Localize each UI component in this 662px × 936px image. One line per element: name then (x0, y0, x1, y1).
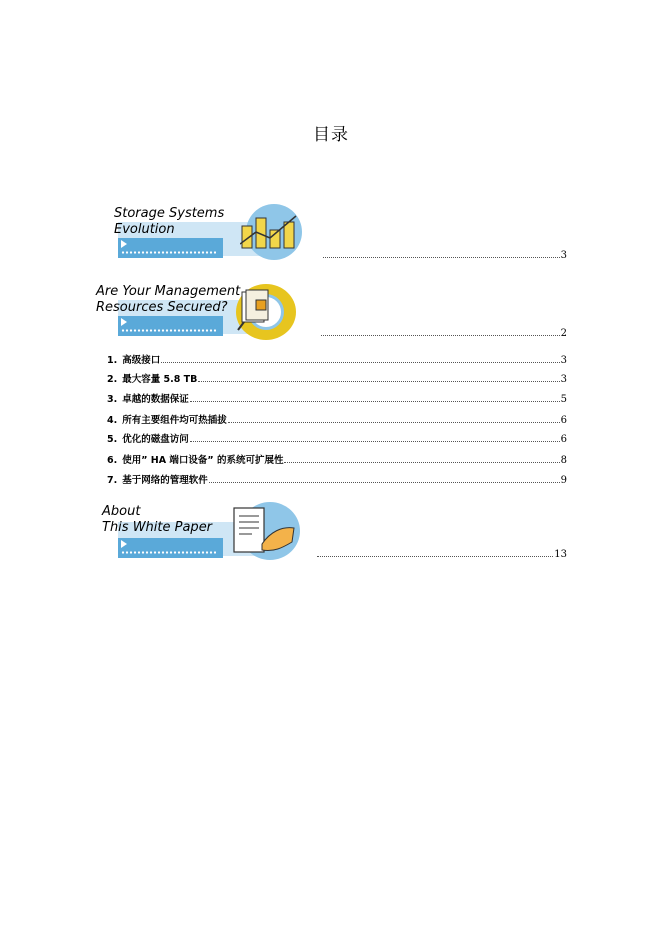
toc-entry[interactable] (107, 415, 567, 427)
leader-dots (321, 335, 560, 336)
banner-storage-systems-evolution[interactable] (96, 200, 306, 262)
leader-dots (228, 422, 560, 423)
toc-line-banner-3[interactable] (316, 549, 567, 561)
entry-label: 卓越的数据保证 (122, 394, 189, 405)
toc-line-banner-2[interactable] (320, 328, 567, 340)
binder-lock-icon (236, 288, 276, 332)
banner-ribbon (118, 238, 223, 258)
entry-number: 1. (107, 355, 118, 366)
entry-number: 5. (107, 434, 118, 445)
toc-title: 目录 (313, 125, 349, 145)
entry-number: 2. (107, 374, 118, 385)
toc-entry[interactable] (107, 455, 567, 467)
entry-label: 使用” HA 端口设备” 的系统可扩展性 (122, 455, 284, 466)
toc-entry[interactable] (107, 475, 567, 487)
toc-entry[interactable] (107, 355, 567, 367)
page-number: 5 (560, 394, 567, 405)
entry-label: 基于网络的管理软件 (122, 475, 208, 486)
entry-label: 所有主要组件均可热插拔 (122, 415, 227, 426)
banner-ribbon (118, 538, 223, 558)
toc-entry[interactable] (107, 434, 567, 446)
entry-number: 6. (107, 455, 118, 466)
leader-dots (190, 401, 560, 402)
leader-dots (284, 462, 559, 463)
page-number: 3 (560, 250, 567, 261)
arrow-icon (121, 318, 127, 326)
banner-management-resources[interactable] (96, 278, 306, 340)
page-number: 6 (560, 434, 567, 445)
banner-ribbon (118, 316, 223, 336)
page-number: 6 (560, 415, 567, 426)
leader-dots (317, 556, 553, 557)
dotted-line (121, 251, 216, 254)
entry-number: 7. (107, 475, 118, 486)
leader-dots (190, 441, 560, 442)
leader-dots (323, 257, 560, 258)
toc-line-banner-1[interactable] (322, 250, 567, 262)
entry-label: 高级接口 (122, 355, 161, 366)
page-number: 9 (560, 475, 567, 486)
banner-about-white-paper[interactable] (96, 500, 306, 562)
chart-growth-icon (240, 214, 300, 250)
banner-text: Storage Systems Evolution (114, 206, 225, 237)
entry-label: 最大容量 5.8 TB (122, 374, 198, 385)
page-number: 13 (554, 549, 567, 560)
entry-number: 3. (107, 394, 118, 405)
banner-text: About This White Paper (102, 504, 213, 535)
leader-dots (161, 362, 559, 363)
document-hand-icon (232, 504, 298, 560)
entry-label: 优化的磁盘访问 (122, 434, 189, 445)
arrow-icon (121, 540, 127, 548)
banner-text: Are Your Management Resources Secured? (96, 284, 241, 315)
leader-dots (209, 482, 560, 483)
leader-dots (198, 381, 559, 382)
page-number: 3 (560, 355, 567, 366)
dotted-line (121, 329, 216, 332)
entry-number: 4. (107, 415, 118, 426)
page-number: 2 (560, 328, 567, 339)
toc-entry[interactable] (107, 374, 567, 386)
page-number: 3 (560, 374, 567, 385)
page-number: 8 (560, 455, 567, 466)
toc-entry[interactable] (107, 394, 567, 406)
dotted-line (121, 551, 216, 554)
arrow-icon (121, 240, 127, 248)
